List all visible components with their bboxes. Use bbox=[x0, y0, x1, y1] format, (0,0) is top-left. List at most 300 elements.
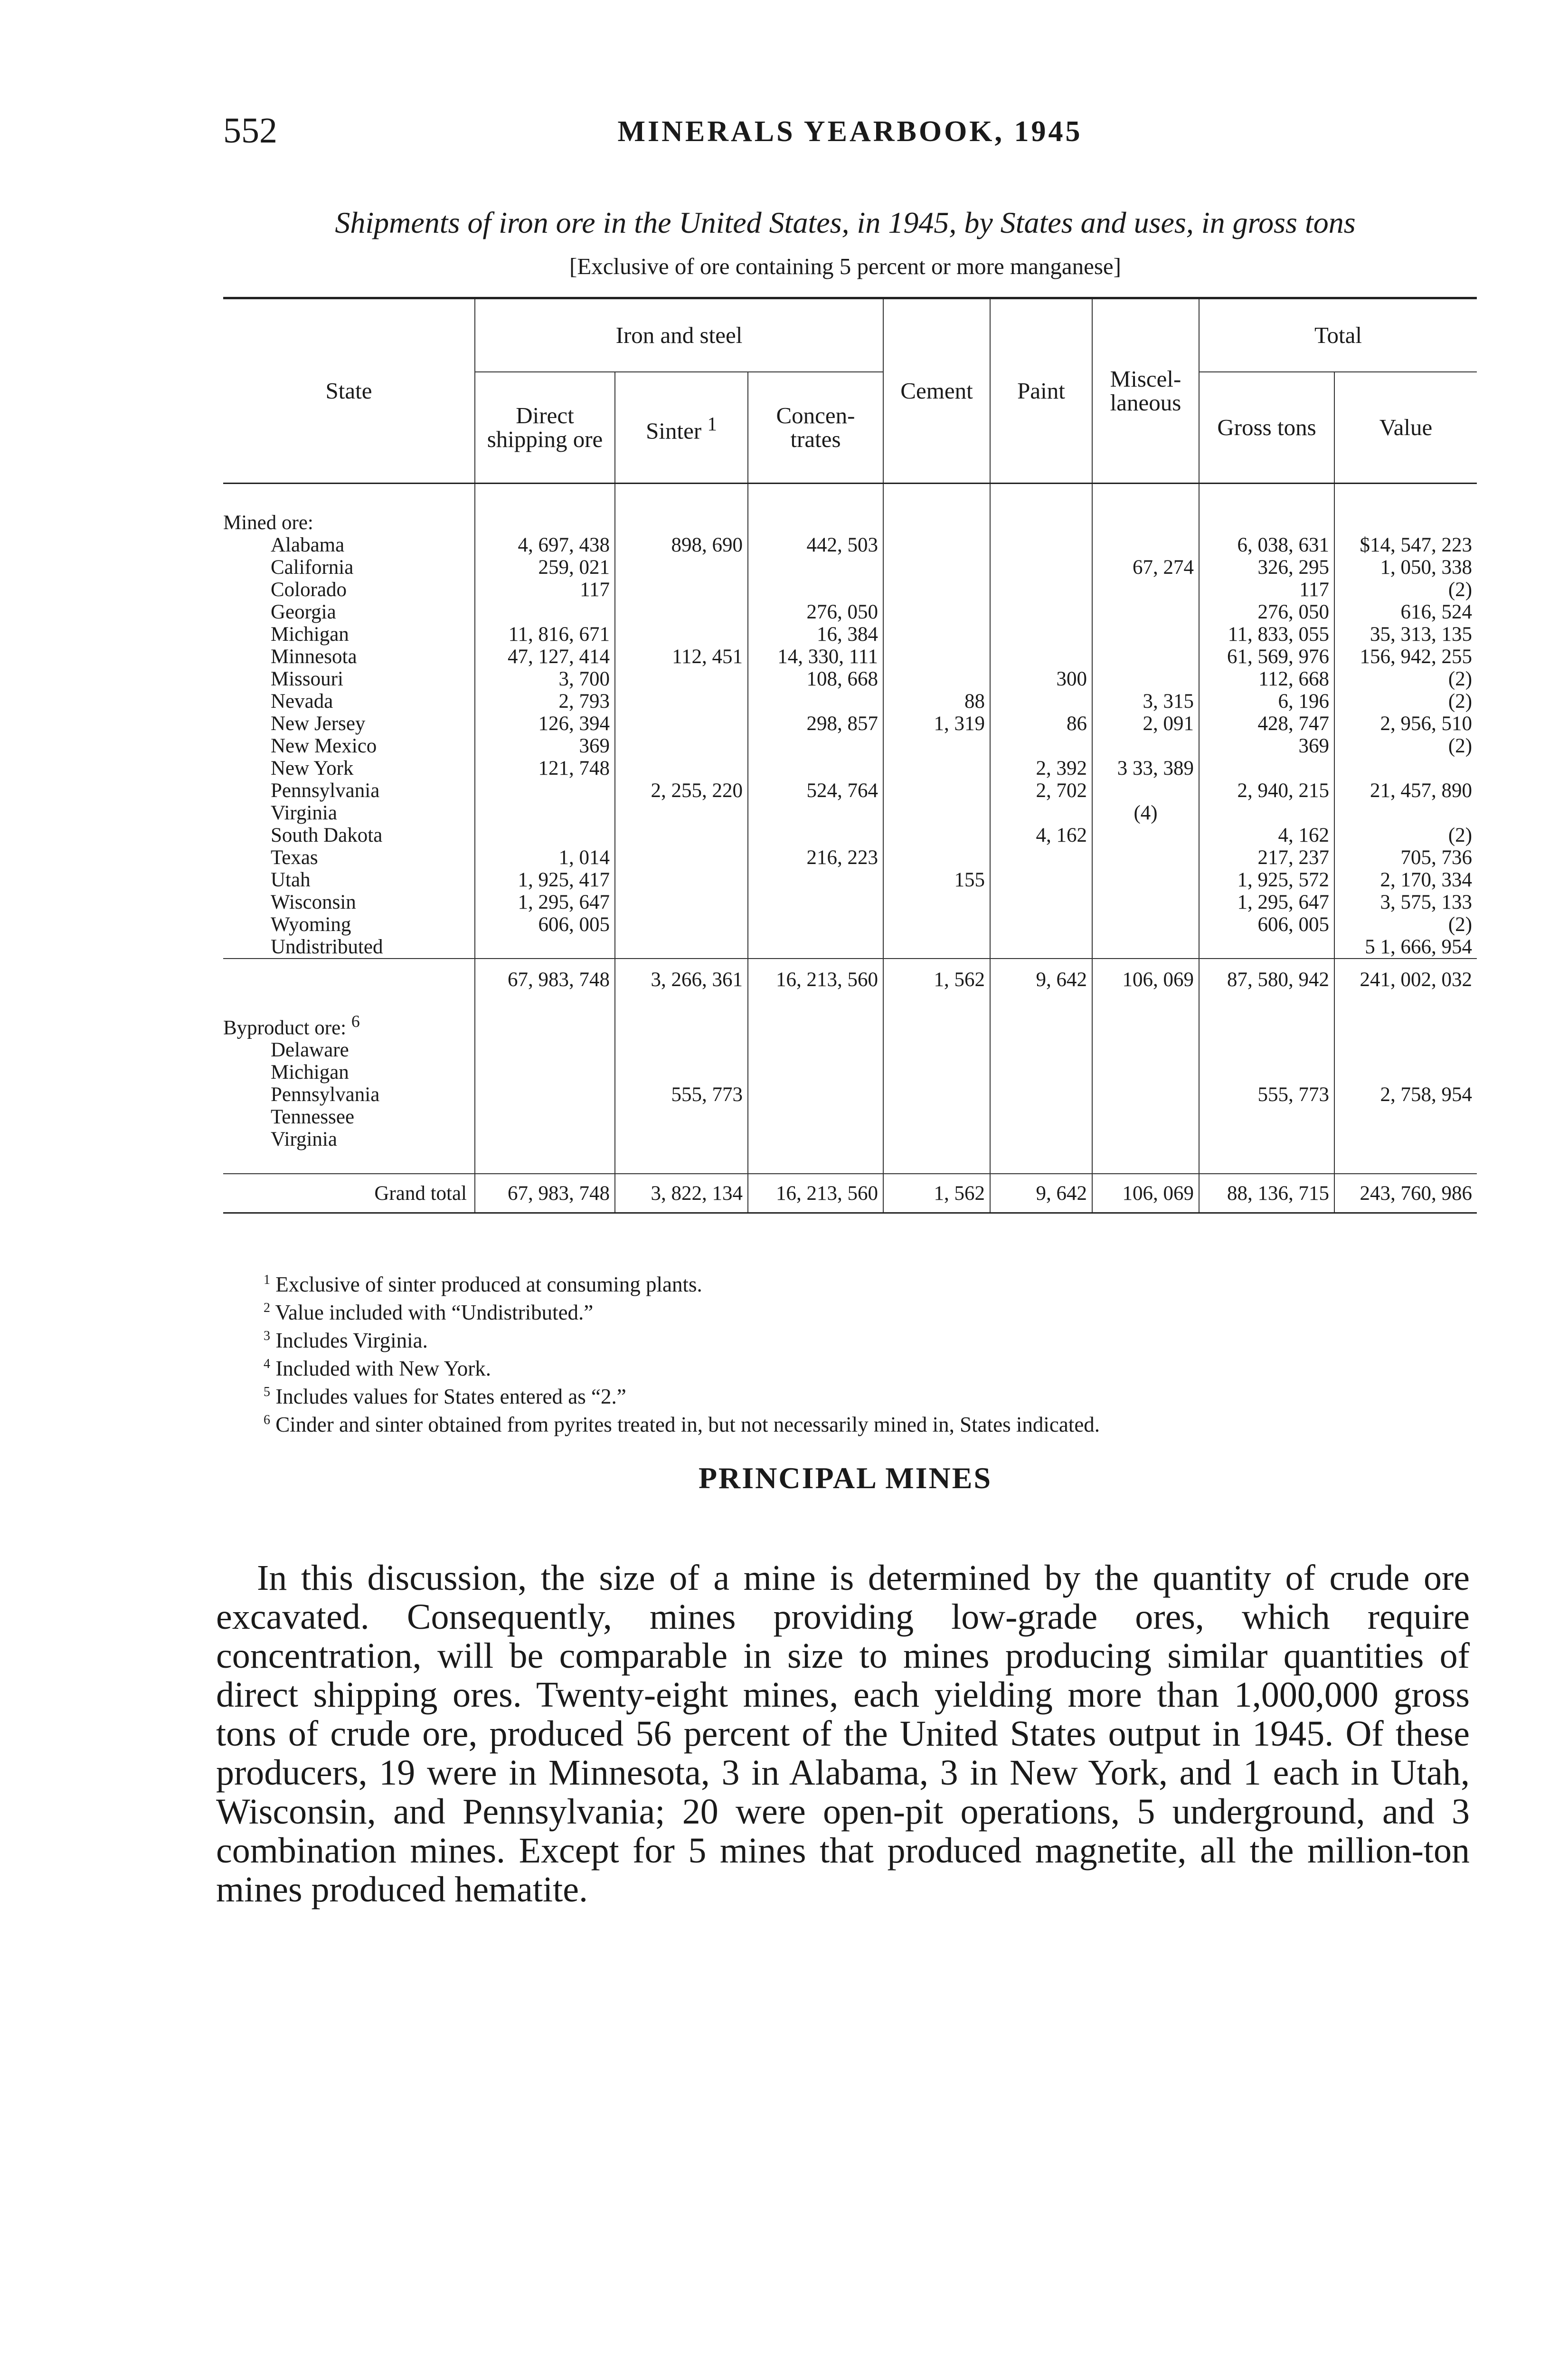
table-row bbox=[223, 579, 1477, 601]
table-cell: Tennessee bbox=[271, 1106, 355, 1129]
table-cell bbox=[990, 534, 1092, 556]
table-cell: 61, 569, 976 bbox=[1199, 646, 1334, 668]
footnote-ref-6: 6 bbox=[351, 1012, 360, 1031]
table-cell: 276, 050 bbox=[748, 601, 883, 623]
table-cell bbox=[990, 1039, 1092, 1061]
table-cell: 705, 736 bbox=[1334, 846, 1477, 869]
table-cell: Utah bbox=[271, 869, 311, 891]
table-cell bbox=[1334, 1006, 1477, 1039]
table-cell bbox=[1092, 646, 1199, 668]
table-cell: 2, 170, 334 bbox=[1334, 869, 1477, 891]
header-paint: Paint bbox=[990, 298, 1092, 484]
table-cell bbox=[883, 668, 990, 690]
table-cell bbox=[1092, 1106, 1199, 1128]
table-cell bbox=[615, 913, 748, 936]
shipments-table bbox=[223, 297, 1477, 1214]
table-cell: 1, 925, 572 bbox=[1199, 869, 1334, 891]
table-cell bbox=[615, 1128, 748, 1150]
table-cell: Alabama bbox=[271, 534, 345, 556]
table-cell bbox=[748, 1039, 883, 1061]
footnote: $^2$ Value included with “Undistributed.” bbox=[264, 1301, 594, 1324]
table-cell bbox=[748, 556, 883, 579]
table-cell bbox=[990, 556, 1092, 579]
table-cell: South Dakota bbox=[271, 824, 383, 846]
mined-ore-label: Mined ore: bbox=[223, 512, 313, 534]
table-cell: 428, 747 bbox=[1199, 712, 1334, 735]
table-cell bbox=[748, 891, 883, 913]
table-row bbox=[223, 646, 1477, 668]
table-cell: New York bbox=[271, 757, 354, 779]
table-cell bbox=[1092, 1039, 1199, 1061]
table-cell bbox=[883, 534, 990, 556]
table-cell bbox=[615, 579, 748, 601]
table-cell bbox=[883, 1083, 990, 1106]
table-cell: 2, 793 bbox=[475, 690, 615, 712]
table-cell bbox=[615, 869, 748, 891]
table-cell bbox=[615, 1006, 748, 1039]
table-cell bbox=[990, 735, 1092, 757]
table-cell: 3, 700 bbox=[475, 668, 615, 690]
table-cell: 88 bbox=[883, 690, 990, 712]
table-cell: California bbox=[271, 556, 354, 579]
table-cell bbox=[748, 690, 883, 712]
table-row bbox=[223, 668, 1477, 690]
table-cell: 5 1, 666, 954 bbox=[1334, 936, 1477, 959]
table-cell: 3, 575, 133 bbox=[1334, 891, 1477, 913]
table-cell bbox=[748, 1061, 883, 1083]
table-cell bbox=[1199, 1039, 1334, 1061]
table-cell: 1, 562 bbox=[883, 959, 990, 1006]
table-cell: 21, 457, 890 bbox=[1334, 779, 1477, 802]
table-cell bbox=[475, 601, 615, 623]
table-cell bbox=[223, 959, 475, 1006]
table-cell: Virginia bbox=[271, 802, 337, 824]
table-cell bbox=[1199, 802, 1334, 824]
table-cell bbox=[615, 802, 748, 824]
table-cell bbox=[990, 891, 1092, 913]
table-cell bbox=[615, 484, 748, 507]
table-cell: 3 33, 389 bbox=[1092, 757, 1199, 779]
table-cell bbox=[883, 1128, 990, 1150]
table-cell: 2, 758, 954 bbox=[1334, 1083, 1477, 1106]
table-cell: 156, 942, 255 bbox=[1334, 646, 1477, 668]
table-cell bbox=[990, 623, 1092, 646]
table-row bbox=[223, 779, 1477, 802]
header-sinter-label: Sinter bbox=[646, 418, 702, 444]
table-cell bbox=[883, 846, 990, 869]
table-cell: 9, 642 bbox=[990, 959, 1092, 1006]
table-cell bbox=[990, 1150, 1092, 1174]
header-concentrates: Concen-trates bbox=[748, 372, 883, 484]
table-row bbox=[223, 556, 1477, 579]
table-cell bbox=[990, 869, 1092, 891]
table-cell: Michigan bbox=[271, 1061, 349, 1084]
table-cell bbox=[615, 1039, 748, 1061]
table-cell bbox=[883, 601, 990, 623]
table-cell: 67, 274 bbox=[1092, 556, 1199, 579]
table-cell bbox=[1092, 779, 1199, 802]
table-cell bbox=[615, 891, 748, 913]
table-cell: Georgia bbox=[271, 601, 336, 623]
table-cell: Michigan bbox=[271, 623, 349, 646]
table-cell: 155 bbox=[883, 869, 990, 891]
table-cell bbox=[748, 579, 883, 601]
table-row bbox=[223, 1039, 1477, 1061]
table-cell bbox=[883, 779, 990, 802]
table-cell: 2, 956, 510 bbox=[1334, 712, 1477, 735]
table-cell bbox=[615, 668, 748, 690]
table-row bbox=[223, 690, 1477, 712]
table-cell: $14, 547, 223 bbox=[1334, 534, 1477, 556]
table-cell: 326, 295 bbox=[1199, 556, 1334, 579]
table-cell: Wyoming bbox=[271, 913, 351, 936]
table-cell bbox=[615, 690, 748, 712]
table-cell: 121, 748 bbox=[475, 757, 615, 779]
table-row bbox=[223, 913, 1477, 936]
table-cell: 616, 524 bbox=[1334, 601, 1477, 623]
table-cell: 3, 315 bbox=[1092, 690, 1199, 712]
table-cell: 2, 940, 215 bbox=[1199, 779, 1334, 802]
table-cell: 2, 392 bbox=[990, 757, 1092, 779]
table-cell bbox=[223, 1150, 475, 1174]
table-cell: 112, 668 bbox=[1199, 668, 1334, 690]
table-cell bbox=[1092, 735, 1199, 757]
table-cell bbox=[883, 757, 990, 779]
table-cell: Grand total bbox=[223, 1174, 475, 1213]
table-cell: 1, 295, 647 bbox=[1199, 891, 1334, 913]
table-cell bbox=[1334, 757, 1477, 779]
table-cell bbox=[883, 1039, 990, 1061]
table-cell: 3, 266, 361 bbox=[615, 959, 748, 1006]
table-cell bbox=[748, 802, 883, 824]
table-cell: 6, 196 bbox=[1199, 690, 1334, 712]
table-cell bbox=[223, 484, 475, 507]
table-cell bbox=[990, 579, 1092, 601]
table-cell bbox=[1092, 1083, 1199, 1106]
table-cell bbox=[475, 484, 615, 507]
table-cell: 112, 451 bbox=[615, 646, 748, 668]
table-cell bbox=[615, 846, 748, 869]
table-cell bbox=[475, 1150, 615, 1174]
table-cell: 298, 857 bbox=[748, 712, 883, 735]
table-cell bbox=[1092, 1128, 1199, 1150]
table-cell bbox=[1092, 824, 1199, 846]
table-cell: (2) bbox=[1334, 690, 1477, 712]
table-cell bbox=[1334, 1106, 1477, 1128]
table-cell: 87, 580, 942 bbox=[1199, 959, 1334, 1006]
table-cell bbox=[1199, 484, 1334, 507]
table-cell: Virginia bbox=[271, 1128, 337, 1151]
section-heading: PRINCIPAL MINES bbox=[698, 1461, 992, 1495]
table-cell: (2) bbox=[1334, 579, 1477, 601]
body-paragraph: In this discussion, the size of a mine is determined by the quantity of crude ore excavated. Consequently, mines providing low-grade ores, which require concentration, will be comparable in size to mines producing similar quantities of direct shipping ores. Twenty-eight mines, each yielding more than 1,000,000 gross tons of crude ore, produced 56 percent of the United States output in 1945. Of these producers, 19 were in Minnesota, 3 in Alabama, 3 in New York, and 1 each in Utah, Wisconsin, and Pennsylvania; 20 were open-pit operations, 5 underground, and 3 combination mines. Except for 5 mines that produced magnetite, all the million-ton mines produced hematite. bbox=[216, 1558, 1470, 1910]
table-cell bbox=[1199, 757, 1334, 779]
footnote: $^4$ Included with New York. bbox=[264, 1357, 491, 1380]
table-cell: Minnesota bbox=[271, 646, 357, 668]
table-cell bbox=[475, 1006, 615, 1039]
table-cell: 9, 642 bbox=[990, 1174, 1092, 1213]
table-cell bbox=[990, 1006, 1092, 1039]
table-cell bbox=[1334, 1039, 1477, 1061]
table-row bbox=[223, 712, 1477, 735]
table-cell bbox=[475, 779, 615, 802]
table-cell bbox=[475, 1106, 615, 1128]
table-cell bbox=[990, 936, 1092, 959]
table-cell: 217, 237 bbox=[1199, 846, 1334, 869]
table-cell: New Mexico bbox=[271, 735, 377, 757]
table-cell bbox=[1092, 484, 1199, 507]
table-cell: Pennsylvania bbox=[271, 1083, 380, 1106]
table-cell bbox=[1092, 869, 1199, 891]
table-cell: 1, 050, 338 bbox=[1334, 556, 1477, 579]
table-cell bbox=[883, 646, 990, 668]
table-cell: 126, 394 bbox=[475, 712, 615, 735]
table-cell bbox=[990, 1083, 1092, 1106]
table-cell: 241, 002, 032 bbox=[1334, 959, 1477, 1006]
table-cell bbox=[748, 735, 883, 757]
table-cell: 1, 295, 647 bbox=[475, 891, 615, 913]
table-cell: 4, 162 bbox=[1199, 824, 1334, 846]
table-cell: 4, 697, 438 bbox=[475, 534, 615, 556]
footnote: $^6$ Cinder and sinter obtained from pyrites treated in, but not necessarily mined in, States indicated. bbox=[264, 1413, 1100, 1436]
table-row bbox=[223, 623, 1477, 646]
table-cell bbox=[475, 802, 615, 824]
table-cell bbox=[748, 913, 883, 936]
table-cell: 106, 069 bbox=[1092, 959, 1199, 1006]
table-cell: (2) bbox=[1334, 913, 1477, 936]
table-cell: Wisconsin bbox=[271, 891, 356, 913]
table-cell: (2) bbox=[1334, 824, 1477, 846]
table-cell bbox=[1092, 623, 1199, 646]
table-cell bbox=[615, 712, 748, 735]
table-cell bbox=[990, 913, 1092, 936]
table-cell: Pennsylvania bbox=[271, 779, 380, 802]
table-cell bbox=[748, 1006, 883, 1039]
table-note: [Exclusive of ore containing 5 percent or more manganese] bbox=[569, 253, 1121, 279]
table-cell: 47, 127, 414 bbox=[475, 646, 615, 668]
table-cell bbox=[990, 802, 1092, 824]
table-cell bbox=[990, 507, 1092, 534]
table-cell bbox=[883, 1106, 990, 1128]
mined-total-row bbox=[223, 959, 1477, 1006]
table-cell: 67, 983, 748 bbox=[475, 1174, 615, 1213]
table-cell bbox=[615, 757, 748, 779]
table-cell bbox=[1199, 936, 1334, 959]
table-cell bbox=[883, 507, 990, 534]
table-cell: Nevada bbox=[271, 690, 333, 712]
header-miscellaneous: Miscel-laneous bbox=[1092, 298, 1199, 484]
table-cell bbox=[1199, 1006, 1334, 1039]
table-cell bbox=[1334, 507, 1477, 534]
grand-total-row bbox=[223, 1174, 1477, 1213]
table-cell bbox=[990, 646, 1092, 668]
table-cell bbox=[615, 623, 748, 646]
table-cell bbox=[615, 1106, 748, 1128]
table-cell bbox=[883, 913, 990, 936]
table-cell bbox=[883, 735, 990, 757]
table-cell bbox=[1199, 1150, 1334, 1174]
table-cell bbox=[883, 1150, 990, 1174]
table-cell: 86 bbox=[990, 712, 1092, 735]
table-row bbox=[223, 601, 1477, 623]
table-cell: (2) bbox=[1334, 668, 1477, 690]
table-cell: 369 bbox=[1199, 735, 1334, 757]
footnote-ref-1: 1 bbox=[707, 413, 717, 435]
table-cell bbox=[990, 1128, 1092, 1150]
table-cell bbox=[883, 891, 990, 913]
footnote: $^3$ Includes Virginia. bbox=[264, 1329, 428, 1352]
table-cell: 11, 833, 055 bbox=[1199, 623, 1334, 646]
table-cell: 1, 925, 417 bbox=[475, 869, 615, 891]
table-cell bbox=[990, 846, 1092, 869]
table-cell bbox=[1199, 507, 1334, 534]
table-cell bbox=[615, 1150, 748, 1174]
table-cell bbox=[1092, 1006, 1199, 1039]
table-row bbox=[223, 802, 1477, 824]
table-row bbox=[223, 846, 1477, 869]
table-cell: 16, 384 bbox=[748, 623, 883, 646]
header-sinter bbox=[615, 372, 748, 484]
table-cell: Undistributed bbox=[271, 936, 383, 958]
table-cell bbox=[1092, 668, 1199, 690]
table-row bbox=[223, 1061, 1477, 1083]
table-cell: 1, 319 bbox=[883, 712, 990, 735]
table-cell bbox=[748, 507, 883, 534]
table-cell bbox=[615, 1061, 748, 1083]
table-cell bbox=[883, 1061, 990, 1083]
table-cell bbox=[748, 869, 883, 891]
table-cell: 6, 038, 631 bbox=[1199, 534, 1334, 556]
header-state: State bbox=[223, 298, 475, 484]
table-cell: 4, 162 bbox=[990, 824, 1092, 846]
table-row bbox=[223, 1083, 1477, 1106]
table-cell: Missouri bbox=[271, 668, 343, 690]
table-cell bbox=[883, 484, 990, 507]
table-cell: 35, 313, 135 bbox=[1334, 623, 1477, 646]
table-cell: 524, 764 bbox=[748, 779, 883, 802]
table-cell: 243, 760, 986 bbox=[1334, 1174, 1477, 1213]
table-cell: 2, 255, 220 bbox=[615, 779, 748, 802]
table-cell bbox=[748, 936, 883, 959]
table-cell bbox=[475, 1083, 615, 1106]
table-cell bbox=[883, 623, 990, 646]
table-row bbox=[223, 824, 1477, 846]
table-cell bbox=[1092, 1150, 1199, 1174]
table-cell bbox=[615, 936, 748, 959]
table-cell bbox=[1334, 1150, 1477, 1174]
table-cell bbox=[748, 484, 883, 507]
table-cell: Delaware bbox=[271, 1039, 349, 1062]
table-cell: 898, 690 bbox=[615, 534, 748, 556]
table-cell bbox=[748, 1106, 883, 1128]
table-cell bbox=[1092, 1061, 1199, 1083]
table-row bbox=[223, 757, 1477, 779]
header-direct-shipping-ore: Direct shipping ore bbox=[475, 372, 615, 484]
table-row bbox=[223, 735, 1477, 757]
table-cell bbox=[1334, 1128, 1477, 1150]
table-cell: 67, 983, 748 bbox=[475, 959, 615, 1006]
table-cell bbox=[1092, 913, 1199, 936]
table-cell bbox=[990, 484, 1092, 507]
table-cell bbox=[883, 556, 990, 579]
table-cell bbox=[615, 507, 748, 534]
table-cell bbox=[1092, 507, 1199, 534]
table-cell bbox=[748, 757, 883, 779]
table-cell bbox=[615, 735, 748, 757]
table-cell bbox=[883, 1006, 990, 1039]
table-cell: 369 bbox=[475, 735, 615, 757]
table-cell bbox=[748, 824, 883, 846]
table-cell: 2, 091 bbox=[1092, 712, 1199, 735]
table-cell bbox=[1092, 601, 1199, 623]
table-cell: 276, 050 bbox=[1199, 601, 1334, 623]
header-value: Value bbox=[1334, 372, 1477, 484]
table-cell: 117 bbox=[475, 579, 615, 601]
table-cell bbox=[1199, 1128, 1334, 1150]
table-row bbox=[223, 869, 1477, 891]
footnotes bbox=[264, 1268, 1451, 1436]
table-cell: (2) bbox=[1334, 735, 1477, 757]
table-cell bbox=[883, 936, 990, 959]
table-cell bbox=[990, 1106, 1092, 1128]
table-cell: New Jersey bbox=[271, 712, 366, 735]
table-cell: 3, 822, 134 bbox=[615, 1174, 748, 1213]
table-cell bbox=[1199, 1106, 1334, 1128]
table-row bbox=[223, 936, 1477, 959]
table-cell bbox=[1092, 846, 1199, 869]
table-cell: Colorado bbox=[271, 579, 347, 601]
table-cell bbox=[1199, 1061, 1334, 1083]
table-cell bbox=[475, 507, 615, 534]
table-cell bbox=[615, 556, 748, 579]
table-cell: 2, 702 bbox=[990, 779, 1092, 802]
table-cell: 16, 213, 560 bbox=[748, 1174, 883, 1213]
table-cell: 606, 005 bbox=[1199, 913, 1334, 936]
running-title: MINERALS YEARBOOK, 1945 bbox=[617, 115, 1083, 148]
byproduct-ore-label: Byproduct ore: $^6$ bbox=[223, 1012, 360, 1039]
table-cell bbox=[990, 690, 1092, 712]
table-cell bbox=[748, 1150, 883, 1174]
table-cell bbox=[1334, 484, 1477, 507]
table-cell: 555, 773 bbox=[615, 1083, 748, 1106]
page-number: 552 bbox=[223, 111, 277, 151]
table-cell bbox=[1092, 534, 1199, 556]
table-cell: 106, 069 bbox=[1092, 1174, 1199, 1213]
table-cell: 16, 213, 560 bbox=[748, 959, 883, 1006]
table-cell bbox=[990, 1061, 1092, 1083]
table-cell: 259, 021 bbox=[475, 556, 615, 579]
header-iron-and-steel: Iron and steel bbox=[475, 298, 883, 372]
table-cell: 14, 330, 111 bbox=[748, 646, 883, 668]
table-cell: Texas bbox=[271, 846, 318, 869]
table-cell bbox=[883, 824, 990, 846]
table-cell bbox=[1092, 936, 1199, 959]
table-row bbox=[223, 1128, 1477, 1150]
table-cell: 1, 562 bbox=[883, 1174, 990, 1213]
header-cement: Cement bbox=[883, 298, 990, 484]
table-cell: 117 bbox=[1199, 579, 1334, 601]
table-row bbox=[223, 534, 1477, 556]
table-cell: 216, 223 bbox=[748, 846, 883, 869]
table-cell: 555, 773 bbox=[1199, 1083, 1334, 1106]
table-cell bbox=[615, 824, 748, 846]
table-cell: 300 bbox=[990, 668, 1092, 690]
footnote: $^5$ Includes values for States entered as “2.” bbox=[264, 1385, 626, 1408]
table-cell: 11, 816, 671 bbox=[475, 623, 615, 646]
footnote: $^1$ Exclusive of sinter produced at consuming plants. bbox=[264, 1273, 702, 1296]
table-cell: 606, 005 bbox=[475, 913, 615, 936]
table-cell bbox=[475, 824, 615, 846]
